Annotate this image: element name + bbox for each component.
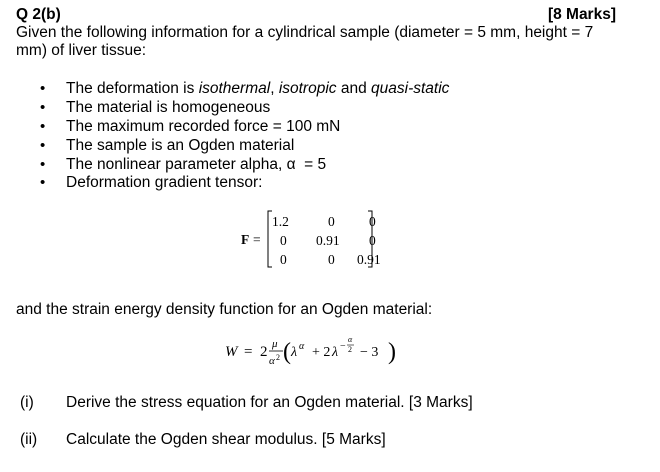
paragraph-text: and the strain energy density function for an Ogden material: xyxy=(16,301,433,318)
exponent-denominator: 2 xyxy=(348,345,352,354)
matrix-label: F xyxy=(241,232,250,247)
matrix-cell: 0 xyxy=(328,214,335,229)
list-item-italic-text: isotropic xyxy=(278,80,337,97)
exponent-numerator: α xyxy=(348,335,353,344)
list-item-text: The nonlinear parameter alpha, α = 5 xyxy=(66,155,327,173)
list-item-text: Deformation gradient tensor: xyxy=(66,174,263,192)
question-row-text: Derive the stress equation for an Ogden material. [3 Marks] xyxy=(66,394,473,411)
bullet-icon: • xyxy=(40,155,46,173)
lambda-exponent: α xyxy=(299,341,305,352)
list-item-italic-text: quasi-static xyxy=(371,80,450,97)
ogden-energy-equation xyxy=(220,330,440,374)
equation-lhs: W xyxy=(225,344,238,360)
given-information-list xyxy=(0,80,640,193)
question-row-number: (ii) xyxy=(20,431,38,448)
equation-term: − 3 xyxy=(360,345,379,360)
question-marks: [8 Marks] xyxy=(547,6,616,23)
matrix-cell: 0 xyxy=(280,252,287,267)
list-item xyxy=(0,118,640,137)
matrix-cell: 0.91 xyxy=(357,252,381,267)
matrix-cell: 1.2 xyxy=(272,214,289,229)
list-item xyxy=(0,80,640,99)
list-item-text: , xyxy=(270,80,279,97)
bullet-icon: • xyxy=(40,80,46,97)
bullet-icon: • xyxy=(40,136,46,154)
equation-term: + 2 xyxy=(312,345,331,360)
list-item-italic-text: isothermal xyxy=(198,80,271,97)
matrix-cell: 0 xyxy=(369,214,376,229)
question-number: Q 2(b) xyxy=(16,6,61,23)
question-row-text: Calculate the Ogden shear modulus. [5 Marks] xyxy=(66,431,386,448)
negative-exponent-sign: − xyxy=(340,341,346,352)
fraction-numerator: μ xyxy=(272,338,278,350)
list-item-text: The sample is an Ogden material xyxy=(66,136,295,154)
question-row-number: (i) xyxy=(20,394,34,411)
matrix-cell: 0 xyxy=(280,233,287,248)
matrix-cell: 0 xyxy=(369,233,376,248)
close-paren: ) xyxy=(388,339,396,365)
fraction-denominator-exponent: 2 xyxy=(276,353,280,362)
list-item xyxy=(0,174,640,193)
lambda-symbol: λ xyxy=(291,345,298,360)
open-paren: ( xyxy=(283,339,291,365)
list-item-text: The deformation is xyxy=(66,80,199,97)
bullet-icon: • xyxy=(40,174,46,192)
equation-graphic xyxy=(220,330,440,374)
bullet-icon: • xyxy=(40,98,46,116)
list-item-text: The material is homogeneous xyxy=(66,98,271,116)
matrix-graphic xyxy=(233,208,403,270)
equation-equals: = xyxy=(244,344,253,360)
intro-text: Given the following information for a cylindrical sample (diameter = 5 mm, height = 7 mm) of liver tissue: xyxy=(16,24,594,59)
list-item xyxy=(0,137,640,156)
bullet-icon: • xyxy=(40,117,46,135)
list-item xyxy=(0,99,640,118)
matrix-cell: 0.91 xyxy=(316,233,340,248)
matrix-cell: 0 xyxy=(328,252,335,267)
deformation-gradient-matrix xyxy=(233,208,403,270)
lambda-symbol: λ xyxy=(332,345,339,360)
question-header xyxy=(16,6,616,25)
list-item xyxy=(0,156,640,175)
matrix-equals: = xyxy=(253,232,261,247)
list-item-text: The maximum recorded force = 100 mN xyxy=(66,117,341,135)
fraction-denominator: α xyxy=(269,355,275,367)
equation-coefficient: 2 xyxy=(260,344,268,360)
list-item-text: and xyxy=(336,80,372,97)
